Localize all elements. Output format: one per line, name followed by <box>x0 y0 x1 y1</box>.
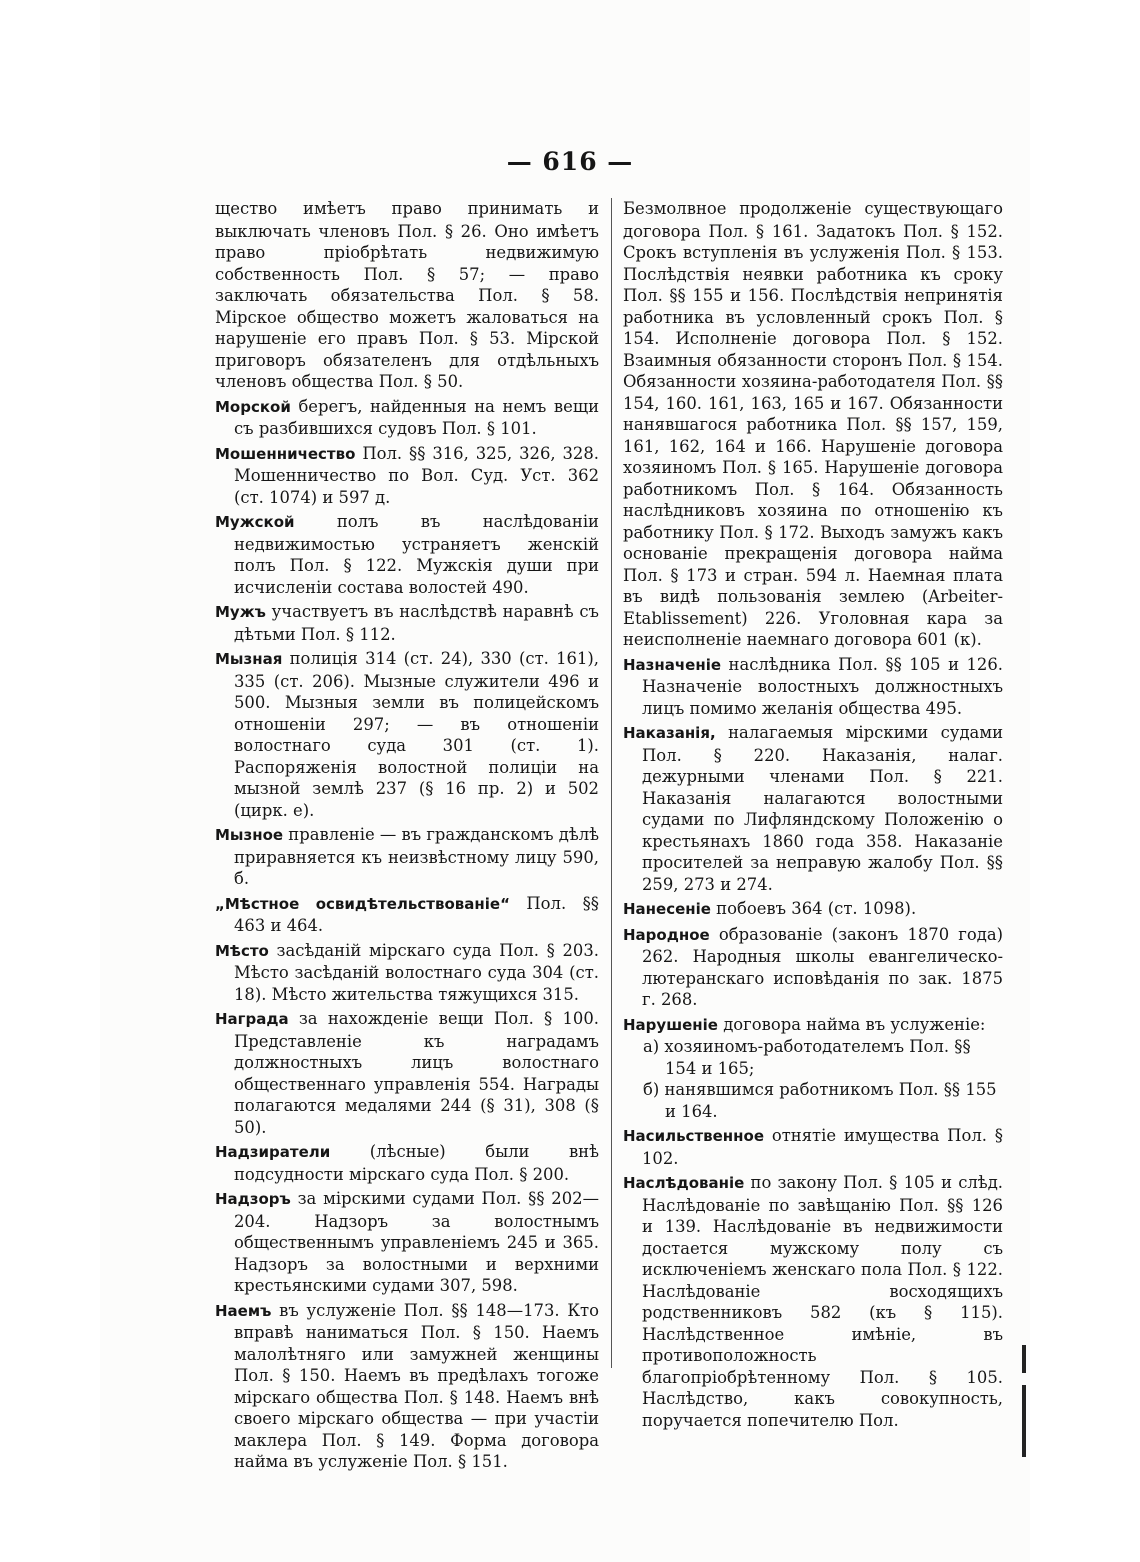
index-entry: Мужъ участвуетъ въ наслѣдствѣ наравнѣ съ дѣтьми Пол. § 112. <box>215 602 599 644</box>
index-entry: Мошенничество Пол. §§ 316, 325, 326, 328. Мошенничество по Вол. Суд. Уст. 362 (ст. 1074) и 597 д. <box>215 443 599 507</box>
index-entry: щество имѣетъ право принимать и выключать членовъ Пол. § 26. Оно имѣетъ право пріобрѣтать недвижимую собственность Пол. § 57; — право заключать обязательства Пол. § 58. Мірское общество можетъ жаловаться на нарушеніе его правъ Пол. § 53. Мірской приговоръ обязателенъ для отдѣльныхъ членовъ общества Пол. § 50. <box>215 199 599 391</box>
scan-artifact <box>1022 1345 1026 1373</box>
index-entry: Народное образованіе (законъ 1870 года) 262. Народныя школы евангелическо-лютеранскаго исповѣданія по зак. 1875 г. 268. <box>623 924 1003 1009</box>
index-entry: Награда за нахожденіе вещи Пол. § 100. Представленіе къ наградамъ должностныхъ лицъ волостнаго общественнаго управленія 554. Награды полагаются медалями 244 (§ 31), 308 (§ 50). <box>215 1009 599 1137</box>
index-entry: Мѣсто засѣданій мірскаго суда Пол. § 203. Мѣсто засѣданій волостнаго суда 304 (ст. 18). Мѣсто жительства тяжущихся 315. <box>215 940 599 1004</box>
left-column <box>215 198 599 1476</box>
index-entry: Нанесеніе побоевъ 364 (ст. 1098). <box>623 899 917 918</box>
index-sub-item: б) нанявшимся работникомъ Пол. §§ 155 и 164. <box>643 1080 997 1121</box>
index-entry: Наслѣдованіе по закону Пол. § 105 и слѣд. Наслѣдованіе по завѣщанію Пол. §§ 126 и 139. Наслѣдованіе въ недвижимости достается мужскому полу съ исключеніемъ женскаго пола Пол. § 122. Наслѣдованіе восходящихъ родственниковъ 582 (къ § 115). Наслѣдственное имѣніе, въ противоположность благопріобрѣтенному Пол. § 105. Наслѣдство, какъ совокупность, поручается попечителю Пол. <box>623 1173 1003 1430</box>
index-entry: Мызная полиція 314 (ст. 24), 330 (ст. 161), 335 (ст. 206). Мызные служители 496 и 500. Мызныя земли въ полицейскомъ отношеніи 297; — въ отношеніи волостнаго суда 301 (ст. 1). Распоряженія волостной полиціи на мызной землѣ 237 (§ 16 пр. 2) и 502 (цирк. е). <box>215 649 599 820</box>
column-divider <box>611 198 612 1368</box>
index-entry: Назначеніе наслѣдника Пол. §§ 105 и 126. Назначеніе волостныхъ должностныхъ лицъ помимо желанія общества 495. <box>623 654 1003 718</box>
index-entry: Морской берегъ, найденныя на немъ вещи съ разбившихся судовъ Пол. § 101. <box>215 396 599 438</box>
index-entry: Наказанія, налагаемыя мірскими судами Пол. § 220. Наказанія, налаг. дежурными членами Пол. § 221. Наказанія налагаются волостными судами по Лифляндскому Положенію о крестьянахъ 1860 года 358. Наказаніе просителей за неправую жалобу Пол. §§ 259, 273 и 274. <box>623 723 1003 894</box>
index-sub-item: а) хозяиномъ-работодателемъ Пол. §§ 154 и 165; <box>643 1037 971 1078</box>
index-entry: Надзиратели (лѣсные) были внѣ подсудности мірскаго суда Пол. § 200. <box>215 1142 599 1184</box>
page-number: — 616 — <box>506 147 634 176</box>
index-entry: Безмолвное продолженіе существующаго договора Пол. § 161. Задатокъ Пол. § 152. Срокъ вступленія въ услуженія Пол. § 153. Послѣдствія неявки работника къ сроку Пол. §§ 155 и 156. Послѣдствія непринятія работника въ условленный срокъ Пол. § 154. Исполненіе договора Пол. § 152. Взаимныя обязанности сторонъ Пол. § 154. Обязанности хозяина-работодателя Пол. §§ 154, 160. 161, 163, 165 и 167. Обязанности нанявшагося работника Пол. §§ 157, 159, 161, 162, 164 и 166. Нарушеніе договора хозяиномъ Пол. § 165. Нарушеніе договора работникомъ Пол. § 164. Обязанность наслѣдниковъ хозяина по отношенію къ работнику Пол. § 172. Выходъ замужъ какъ основаніе прекращенія договора найма Пол. § 173 и стран. 594 л. Наемная плата въ видѣ пользованія землею (Arbeiter-Etablissement) 226. Уголовная кара за неисполненіе наемнаго договора 601 (к). <box>623 199 1003 649</box>
index-entry: Насильственное отнятіе имущества Пол. § 102. <box>623 1126 1003 1168</box>
index-entry: Наемъ въ услуженіе Пол. §§ 148—173. Кто вправѣ наниматься Пол. § 150. Наемъ малолѣтняго или замужней женщины Пол. § 150. Наемъ въ предѣлахъ тогоже мірскаго общества Пол. § 148. Наемъ внѣ своего мірскаго общества — при участіи маклера Пол. § 149. Форма договора найма въ услуженіе Пол. § 151. <box>215 1300 599 1471</box>
index-entry: Мызное правленіе — въ гражданскомъ дѣлѣ приравняется къ неизвѣстному лицу 590, б. <box>215 825 600 888</box>
scan-artifact <box>1022 1385 1026 1457</box>
right-column <box>623 198 1003 1434</box>
index-entry: Мужской полъ въ наслѣдованіи недвижимостью устраняетъ женскій полъ Пол. § 122. Мужскія души при исчисленіи состава волостей 490. <box>215 512 599 597</box>
index-entry: Нарушеніе договора найма въ услуженіе: <box>623 1014 986 1034</box>
index-entry: Надзоръ за мірскими судами Пол. §§ 202—204. Надзоръ за волостнымъ общественнымъ управленіемъ 245 и 365. Надзоръ за волостными и верхними крестьянскими судами 307, 598. <box>215 1189 599 1295</box>
index-entry: „Мѣстное освидѣтельствованіе“ Пол. §§ 463 и 464. <box>215 893 599 935</box>
